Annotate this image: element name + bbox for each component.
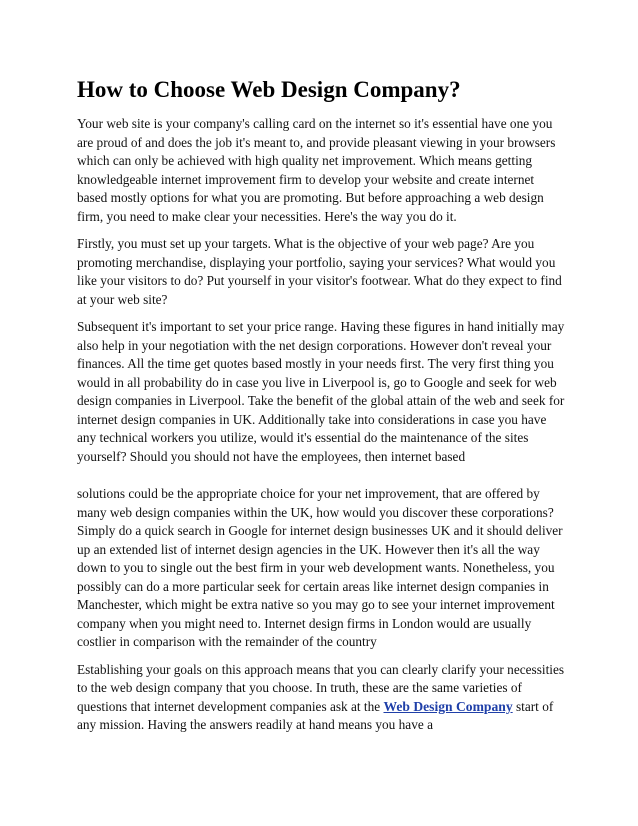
paragraph-goals [77,661,565,735]
paragraph-solutions: solutions could be the appropriate choice for your net improvement, that are offered by many web design companies within the UK, how would you discover these corporations? Simply do a quick search in Google for internet design businesses UK and it should deliver up an extended list of internet design agencies in the UK. However then it's all the way down to you to single out the best firm in your web development wants. Nonetheless, you possibly can do a more particular seek for certain areas like internet design companies in Manchester, which might be extra native so you may go to see your internet improvement company when you might need to. Internet design firms in London would are usually costlier in comparison with the remainder of the country [77,486,563,649]
page-title: How to Choose Web Design Company? [77,77,461,102]
document-page [77,75,565,744]
paragraph-intro: Your web site is your company's calling card on the internet so it's essential have one you are proud of and does the job it's meant to, and provide pleasant viewing in your browsers which can only be achieved with high quality net improvement. Which means getting knowledgeable internet improvement firm to develop your website and create internet based mostly options for what you are promoting. But before approaching a web design firm, you need to make clear your necessities. Here's the way you do it. [77,116,556,224]
paragraph-price-range: Subsequent it's important to set your price range. Having these figures in hand initially may also help in your negotiation with the net design corporations. However don't reveal your finances. All the time get quotes based mostly in your needs first. The very first thing you would in all probability do in case you live in Liverpool is, go to Google and seek for web design companies in Liverpool. Take the benefit of the global attain of the web and seek for internet design companies in UK. Additionally take into considerations in case you have any technical workers you utilize, would it's essential do the maintenance of the sites yourself? Should you should not have the employees, then internet based [77,319,565,464]
goals-text-before-link: Establishing your goals on this approach means that you can clearly clarify your necessities to the web design company that you choose. In truth, these are the same varieties of questions that internet development companies ask at the [77,661,565,714]
goals-text-after-link: start of any mission. Having the answers readily at hand means you have a [77,698,554,732]
paragraph-targets: Firstly, you must set up your targets. What is the objective of your web page? Are you promoting merchandise, displaying your portfolio, saying your services? What would you like your visitors to do? Put yourself in your visitor's footwear. What do they expect to find at your web site? [77,236,562,307]
web-design-company-link[interactable]: Web Design Company [383,698,513,714]
